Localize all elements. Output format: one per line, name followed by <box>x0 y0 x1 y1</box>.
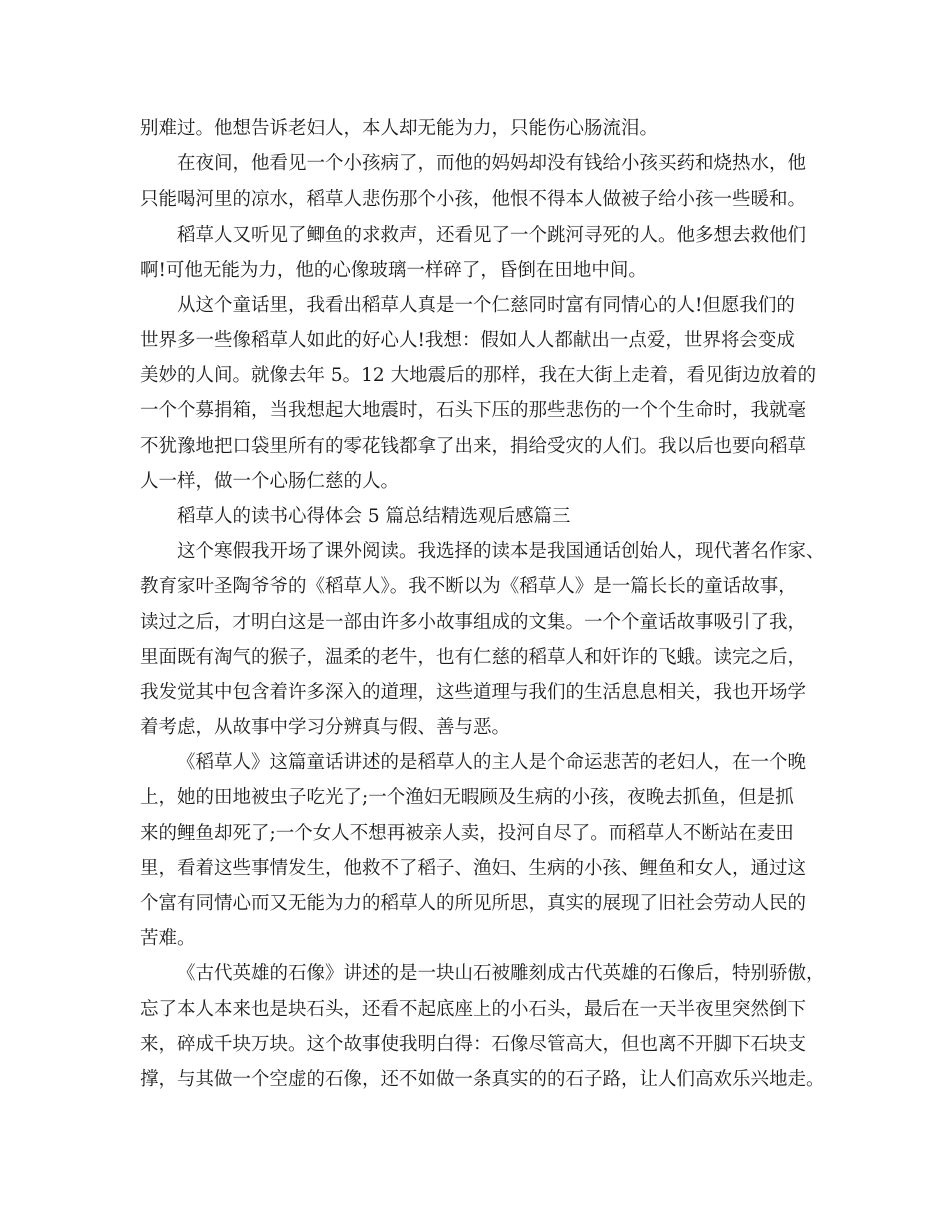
text-line: 里面既有淘气的猴子，温柔的老牛，也有仁慈的稻草人和奸诈的飞蛾。读完之后， <box>140 647 807 668</box>
text-line: 《古代英雄的石像》讲述的是一块山石被雕刻成古代英雄的石像后，特别骄傲， <box>177 963 825 984</box>
text-line: 美妙的人间。就像去年 5。12 大地震后的那样，我在大街上走着，看见街边放着的 <box>140 365 817 386</box>
text-line: 撑，与其做一个空虚的石像，还不如做一条真实的的石子路，让人们高欢乐兴地走。 <box>140 1069 825 1090</box>
text-line: 《稻草人》这篇童话讲述的是稻草人的主人是个命运悲苦的老妇人，在一个晚 <box>177 752 807 773</box>
text-line: 这个寒假我开场了课外阅读。我选择的读本是我国通话创始人，现代著名作家、 <box>177 541 825 562</box>
text-line: 个富有同情心而又无能为力的稻草人的所见所思，真实的展现了旧社会劳动人民的 <box>140 893 807 914</box>
text-line: 从这个童话里，我看出稻草人真是一个仁慈同时富有同情心的人!但愿我们的 <box>177 295 795 316</box>
text-line: 不犹豫地把口袋里所有的零花钱都拿了出来，捐给受灾的人们。我以后也要向稻草 <box>140 436 807 457</box>
text-line: 里，看着这些事情发生，他救不了稻子、渔妇、生病的小孩、鲤鱼和女人，通过这 <box>140 858 807 879</box>
text-line: 世界多一些像稻草人如此的好心人!我想：假如人人都献出一点爱，世界将会变成 <box>140 330 795 351</box>
text-line: 人一样，做一个心肠仁慈的人。 <box>140 471 400 492</box>
text-line: 忘了本人本来也是块石头，还看不起底座上的小石头，最后在一天半夜里突然倒下 <box>140 999 807 1020</box>
text-line: 我发觉其中包含着许多深入的道理，这些道理与我们的生活息息相关，我也开场学 <box>140 682 807 703</box>
text-line: 一个个募捐箱，当我想起大地震时，石头下压的那些悲伤的一个个生命时，我就毫 <box>140 400 807 421</box>
text-line: 别难过。他想告诉老妇人，本人却无能为力，只能伤心肠流泪。 <box>140 118 659 139</box>
text-line: 来，碎成千块万块。这个故事使我明白得：石像尽管高大，但也离不开脚下石块支 <box>140 1034 807 1055</box>
section-heading: 稻草人的读书心得体会 5 篇总结精选观后感篇三 <box>177 506 571 527</box>
text-line: 着考虑，从故事中学习分辨真与假、善与恶。 <box>140 717 511 738</box>
text-line: 教育家叶圣陶爷爷的《稻草人》。我不断以为《稻草人》是一篇长长的童话故事， <box>140 576 797 597</box>
text-line: 来的鲤鱼却死了;一个女人不想再被亲人卖，投河自尽了。而稻草人不断站在麦田 <box>140 823 794 844</box>
text-line: 只能喝河里的凉水，稻草人悲伤那个小孩，他恨不得本人做被子给小孩一些暖和。 <box>140 189 807 210</box>
text-line: 在夜间，他看见一个小孩病了，而他的妈妈却没有钱给小孩买药和烧热水，他 <box>177 153 807 174</box>
text-line: 啊!可他无能为力，他的心像玻璃一样碎了，昏倒在田地中间。 <box>140 260 647 281</box>
text-line: 上，她的田地被虫子吃光了;一个渔妇无暇顾及生病的小孩，夜晚去抓鱼，但是抓 <box>140 787 794 808</box>
text-line: 苦难。 <box>140 928 196 949</box>
text-line: 读过之后，才明白这是一部由许多小故事组成的文集。一个个童话故事吸引了我， <box>140 612 807 633</box>
text-line: 稻草人又听见了鲫鱼的求救声，还看见了一个跳河寻死的人。他多想去救他们 <box>177 225 807 246</box>
